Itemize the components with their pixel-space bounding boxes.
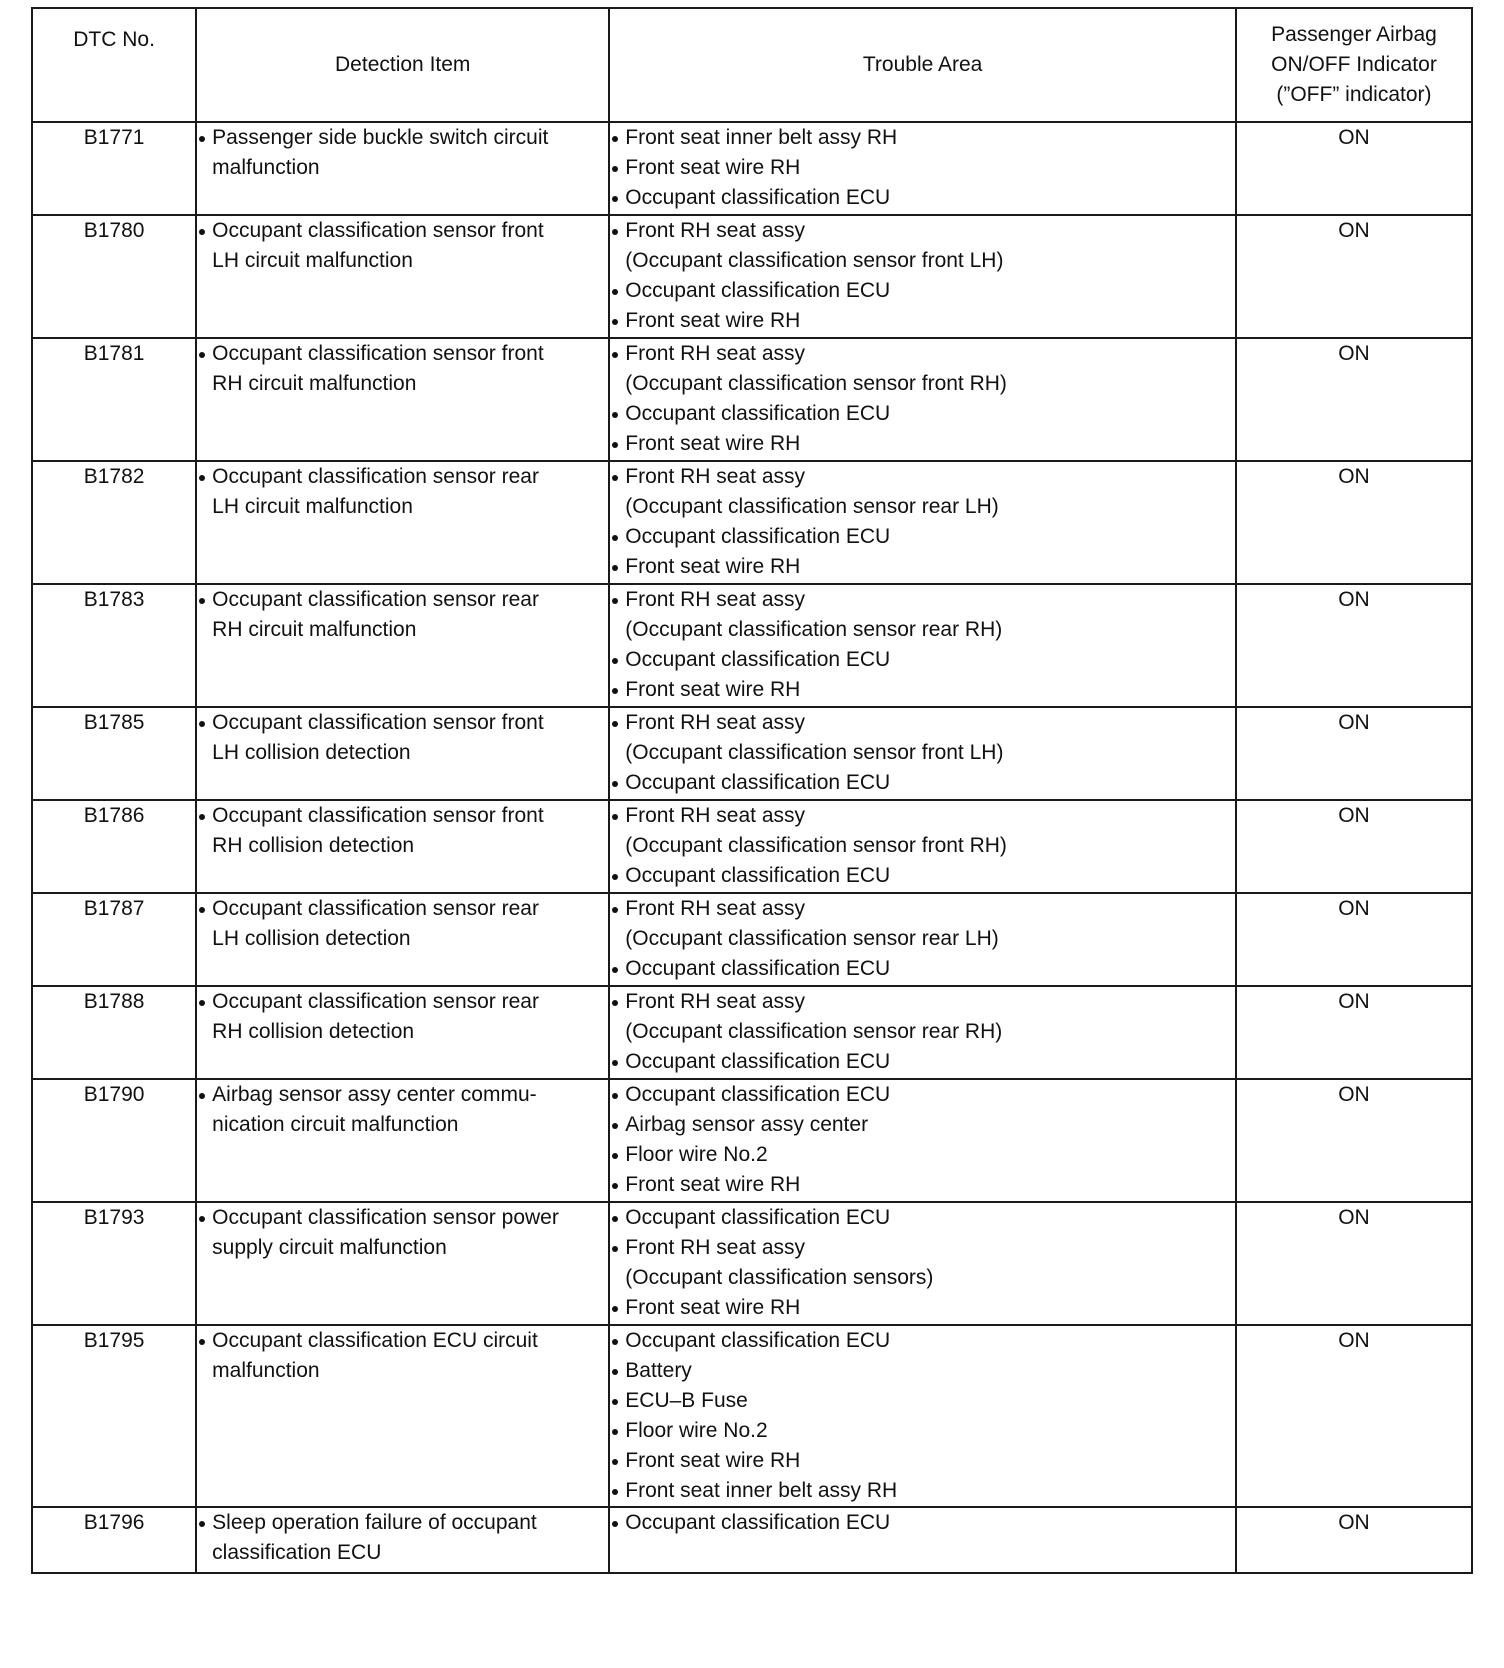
trouble-area-item: (Occupant classification sensor front LH): [625, 741, 1004, 764]
trouble-area-item: Front RH seat assy: [610, 987, 1235, 1017]
detection-line: LH circuit malfunction: [212, 495, 413, 518]
detection-line: Occupant classification sensor front: [197, 339, 608, 369]
trouble-area-item: (Occupant classification sensor front RH): [625, 834, 1007, 857]
indicator-status: ON: [1236, 1202, 1472, 1325]
dtc-table: [31, 7, 1473, 1574]
detection-line: RH collision detection: [212, 834, 415, 857]
dtc-code-cell: B1771: [32, 122, 196, 215]
trouble-area-cell: [609, 800, 1236, 893]
trouble-area-item: Front RH seat assy: [610, 462, 1235, 492]
detection-item-cell: [196, 893, 609, 986]
indicator-status: ON: [1236, 461, 1472, 584]
dtc-code-cell: B1795: [32, 1325, 196, 1507]
detection-item-cell: [196, 1202, 609, 1325]
dtc-code-cell: B1793: [32, 1202, 196, 1325]
trouble-area-item: Front seat wire RH: [610, 675, 1235, 705]
trouble-area-item: Front RH seat assy: [610, 1233, 1235, 1263]
detection-line: LH collision detection: [212, 927, 411, 950]
detection-item-cell: [196, 1079, 609, 1202]
detection-line: Airbag sensor assy center commu-: [197, 1080, 608, 1110]
table-row: [32, 1325, 1472, 1507]
header-indicator: [1236, 8, 1472, 122]
table-row: [32, 1507, 1472, 1573]
dtc-code-cell: B1787: [32, 893, 196, 986]
trouble-area-item: Front seat wire RH: [610, 1170, 1235, 1200]
detection-item-cell: [196, 584, 609, 707]
header-indicator-line: (”OFF” indicator): [1276, 83, 1432, 106]
trouble-area-item: (Occupant classification sensors): [625, 1266, 934, 1289]
trouble-area-item: Front RH seat assy: [610, 216, 1235, 246]
indicator-status: ON: [1236, 1079, 1472, 1202]
table-row: [32, 1202, 1472, 1325]
trouble-area-item: (Occupant classification sensor rear LH): [625, 495, 999, 518]
trouble-area-item: (Occupant classification sensor rear LH): [625, 927, 999, 950]
trouble-area-cell: [609, 338, 1236, 461]
detection-line: Occupant classification sensor front: [197, 708, 608, 738]
trouble-area-cell: [609, 1507, 1236, 1573]
indicator-status: ON: [1236, 707, 1472, 800]
trouble-area-item: Occupant classification ECU: [610, 861, 1235, 891]
trouble-area-cell: [609, 215, 1236, 338]
indicator-status: ON: [1236, 893, 1472, 986]
indicator-status: ON: [1236, 584, 1472, 707]
trouble-area-item: Airbag sensor assy center: [610, 1110, 1235, 1140]
detection-item-cell: [196, 338, 609, 461]
table-row: [32, 122, 1472, 215]
header-indicator-line: ON/OFF Indicator: [1271, 53, 1437, 76]
trouble-area-item: (Occupant classification sensor front RH): [625, 372, 1007, 395]
trouble-area-item: Floor wire No.2: [610, 1140, 1235, 1170]
indicator-status: ON: [1236, 986, 1472, 1079]
detection-line: Occupant classification sensor rear: [197, 894, 608, 924]
dtc-code-cell: B1785: [32, 707, 196, 800]
dtc-code-cell: B1788: [32, 986, 196, 1079]
trouble-area-item: Occupant classification ECU: [610, 1203, 1235, 1233]
detection-line: malfunction: [212, 156, 320, 179]
trouble-area-cell: [609, 893, 1236, 986]
detection-line: supply circuit malfunction: [212, 1236, 447, 1259]
trouble-area-item: Occupant classification ECU: [610, 399, 1235, 429]
indicator-status: ON: [1236, 800, 1472, 893]
trouble-area-item: Occupant classification ECU: [610, 768, 1235, 798]
trouble-area-item: Occupant classification ECU: [610, 1508, 1235, 1538]
table-row: [32, 707, 1472, 800]
table-row: [32, 461, 1472, 584]
trouble-area-item: Front RH seat assy: [610, 708, 1235, 738]
trouble-area-item: Front seat inner belt assy RH: [610, 1476, 1235, 1506]
table-row: [32, 584, 1472, 707]
detection-line: classification ECU: [212, 1541, 382, 1564]
trouble-area-item: Front seat wire RH: [610, 306, 1235, 336]
indicator-status: ON: [1236, 122, 1472, 215]
detection-line: Occupant classification sensor front: [197, 216, 608, 246]
table-row: [32, 800, 1472, 893]
trouble-area-item: (Occupant classification sensor rear RH): [625, 618, 1003, 641]
trouble-area-item: Occupant classification ECU: [610, 183, 1235, 213]
trouble-area-item: Occupant classification ECU: [610, 1326, 1235, 1356]
trouble-area-item: Occupant classification ECU: [610, 1047, 1235, 1077]
trouble-area-cell: [609, 122, 1236, 215]
trouble-area-item: (Occupant classification sensor front LH): [625, 249, 1004, 272]
indicator-status: ON: [1236, 338, 1472, 461]
trouble-area-item: Occupant classification ECU: [610, 276, 1235, 306]
trouble-area-cell: [609, 707, 1236, 800]
table-row: [32, 893, 1472, 986]
detection-line: Passenger side buckle switch circuit: [197, 123, 608, 153]
detection-line: Occupant classification ECU circuit: [197, 1326, 608, 1356]
detection-line: malfunction: [212, 1359, 320, 1382]
header-trouble-area: Trouble Area: [609, 8, 1236, 122]
trouble-area-item: ECU–B Fuse: [610, 1386, 1235, 1416]
trouble-area-item: Front seat wire RH: [610, 1293, 1235, 1323]
trouble-area-cell: [609, 1079, 1236, 1202]
detection-line: LH circuit malfunction: [212, 249, 413, 272]
header-dtc-no: DTC No.: [32, 8, 196, 122]
dtc-code-cell: B1780: [32, 215, 196, 338]
header-detection-item: Detection Item: [196, 8, 609, 122]
trouble-area-item: Front RH seat assy: [610, 585, 1235, 615]
detection-item-cell: [196, 707, 609, 800]
detection-line: Occupant classification sensor power: [197, 1203, 608, 1233]
trouble-area-item: Front seat inner belt assy RH: [610, 123, 1235, 153]
dtc-code-cell: B1782: [32, 461, 196, 584]
trouble-area-item: Front RH seat assy: [610, 894, 1235, 924]
trouble-area-item: Front seat wire RH: [610, 1446, 1235, 1476]
trouble-area-item: Front seat wire RH: [610, 552, 1235, 582]
trouble-area-item: Floor wire No.2: [610, 1416, 1235, 1446]
trouble-area-item: Front seat wire RH: [610, 429, 1235, 459]
trouble-area-cell: [609, 1202, 1236, 1325]
table-row: [32, 338, 1472, 461]
detection-line: Occupant classification sensor rear: [197, 585, 608, 615]
dtc-code-cell: B1781: [32, 338, 196, 461]
trouble-area-item: Battery: [610, 1356, 1235, 1386]
detection-item-cell: [196, 986, 609, 1079]
trouble-area-item: Front RH seat assy: [610, 339, 1235, 369]
trouble-area-item: Occupant classification ECU: [610, 522, 1235, 552]
detection-line: Occupant classification sensor rear: [197, 462, 608, 492]
header-indicator-line: Passenger Airbag: [1271, 23, 1437, 46]
detection-item-cell: [196, 215, 609, 338]
table-row: [32, 1079, 1472, 1202]
dtc-code-cell: B1783: [32, 584, 196, 707]
detection-item-cell: [196, 1325, 609, 1507]
detection-line: Sleep operation failure of occupant: [197, 1508, 608, 1538]
trouble-area-item: Occupant classification ECU: [610, 1080, 1235, 1110]
trouble-area-item: Front RH seat assy: [610, 801, 1235, 831]
indicator-status: ON: [1236, 215, 1472, 338]
header-row: [32, 8, 1472, 122]
trouble-area-item: Occupant classification ECU: [610, 645, 1235, 675]
detection-line: Occupant classification sensor rear: [197, 987, 608, 1017]
trouble-area-item: Front seat wire RH: [610, 153, 1235, 183]
indicator-status: ON: [1236, 1325, 1472, 1507]
dtc-code-cell: B1796: [32, 1507, 196, 1573]
detection-item-cell: [196, 461, 609, 584]
detection-line: RH circuit malfunction: [212, 372, 417, 395]
detection-item-cell: [196, 1507, 609, 1573]
detection-line: RH circuit malfunction: [212, 618, 417, 641]
detection-item-cell: [196, 800, 609, 893]
indicator-status: ON: [1236, 1507, 1472, 1573]
table-row: [32, 215, 1472, 338]
detection-line: nication circuit malfunction: [212, 1113, 459, 1136]
detection-line: Occupant classification sensor front: [197, 801, 608, 831]
trouble-area-cell: [609, 461, 1236, 584]
table-body: [32, 122, 1472, 1573]
detection-line: LH collision detection: [212, 741, 411, 764]
dtc-code-cell: B1786: [32, 800, 196, 893]
detection-line: RH collision detection: [212, 1020, 415, 1043]
trouble-area-item: (Occupant classification sensor rear RH): [625, 1020, 1003, 1043]
table-row: [32, 986, 1472, 1079]
detection-item-cell: [196, 122, 609, 215]
trouble-area-cell: [609, 1325, 1236, 1507]
trouble-area-cell: [609, 584, 1236, 707]
dtc-code-cell: B1790: [32, 1079, 196, 1202]
trouble-area-item: Occupant classification ECU: [610, 954, 1235, 984]
trouble-area-cell: [609, 986, 1236, 1079]
